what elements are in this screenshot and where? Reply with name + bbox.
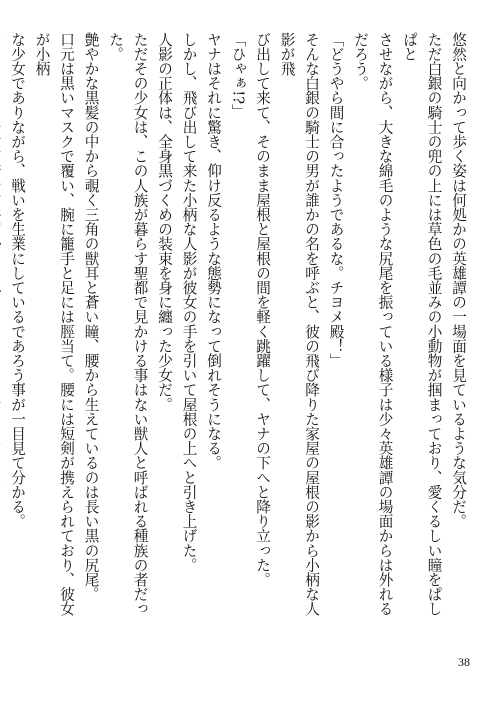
text-line: 人影の正体は、全身黒づくめの装束を身に纏った少女だ。 (156, 32, 173, 412)
text-line: ただ白銀の騎士の兜の上には草色の毛並みの小動物が掴まっており、愛くるしい瞳をぱしぱと (401, 32, 443, 616)
text-line: 艶やかな黒髪の中から覗く三角の獣耳と蒼い瞳、腰から生えているのは長い黒の尻尾。 (82, 32, 100, 602)
text-line: び出して来て、そのまま屋根と屋根の間を軽く跳躍して、ヤナの下へと降り立った。 (254, 32, 271, 587)
text-line: な少女でありながら、戦いを生業にしているであろう事が一目見て分かる。 (9, 32, 26, 529)
text-line: 「ひゃぁ!?」 (229, 32, 247, 119)
page-number: 38 (458, 655, 470, 669)
text-line: 「どうやら間に合ったようであるな。チヨメ殿！」 (327, 32, 345, 368)
text-line: 口元は黒いマスクで覆い、腕に籠手と足には脛当て。腰には短剣が携えられており、彼女が小柄 (33, 32, 75, 616)
vertical-text-body (0, 32, 470, 622)
text-line: ただその少女は、この人族が暮らす聖都で見かける事はない獣人と呼ばれる種族の者だった。 (107, 32, 149, 616)
text-line: しかし、飛び出して来た小柄な人影が彼女の手を引いて屋根の上へと引き上げた。 (180, 32, 198, 573)
text-line: させながら、大きな綿毛のような尻尾を振っている様子は少々英雄譚の場面からは外れるだろう。 (352, 32, 394, 616)
text-line (0, 32, 5, 622)
text-line: そんな白銀の騎士の男が誰かの名を呼ぶと、彼の飛び降りた家屋の屋根の影から小柄な人影が飛 (278, 32, 320, 616)
text-line: 悠然と向かって歩く姿は何処かの英雄譚の一場面を見ているような気分だ。 (450, 32, 467, 529)
text-line: ヤナはそれに驚き、仰け反るような態勢になって倒れそうになる。 (205, 32, 222, 470)
